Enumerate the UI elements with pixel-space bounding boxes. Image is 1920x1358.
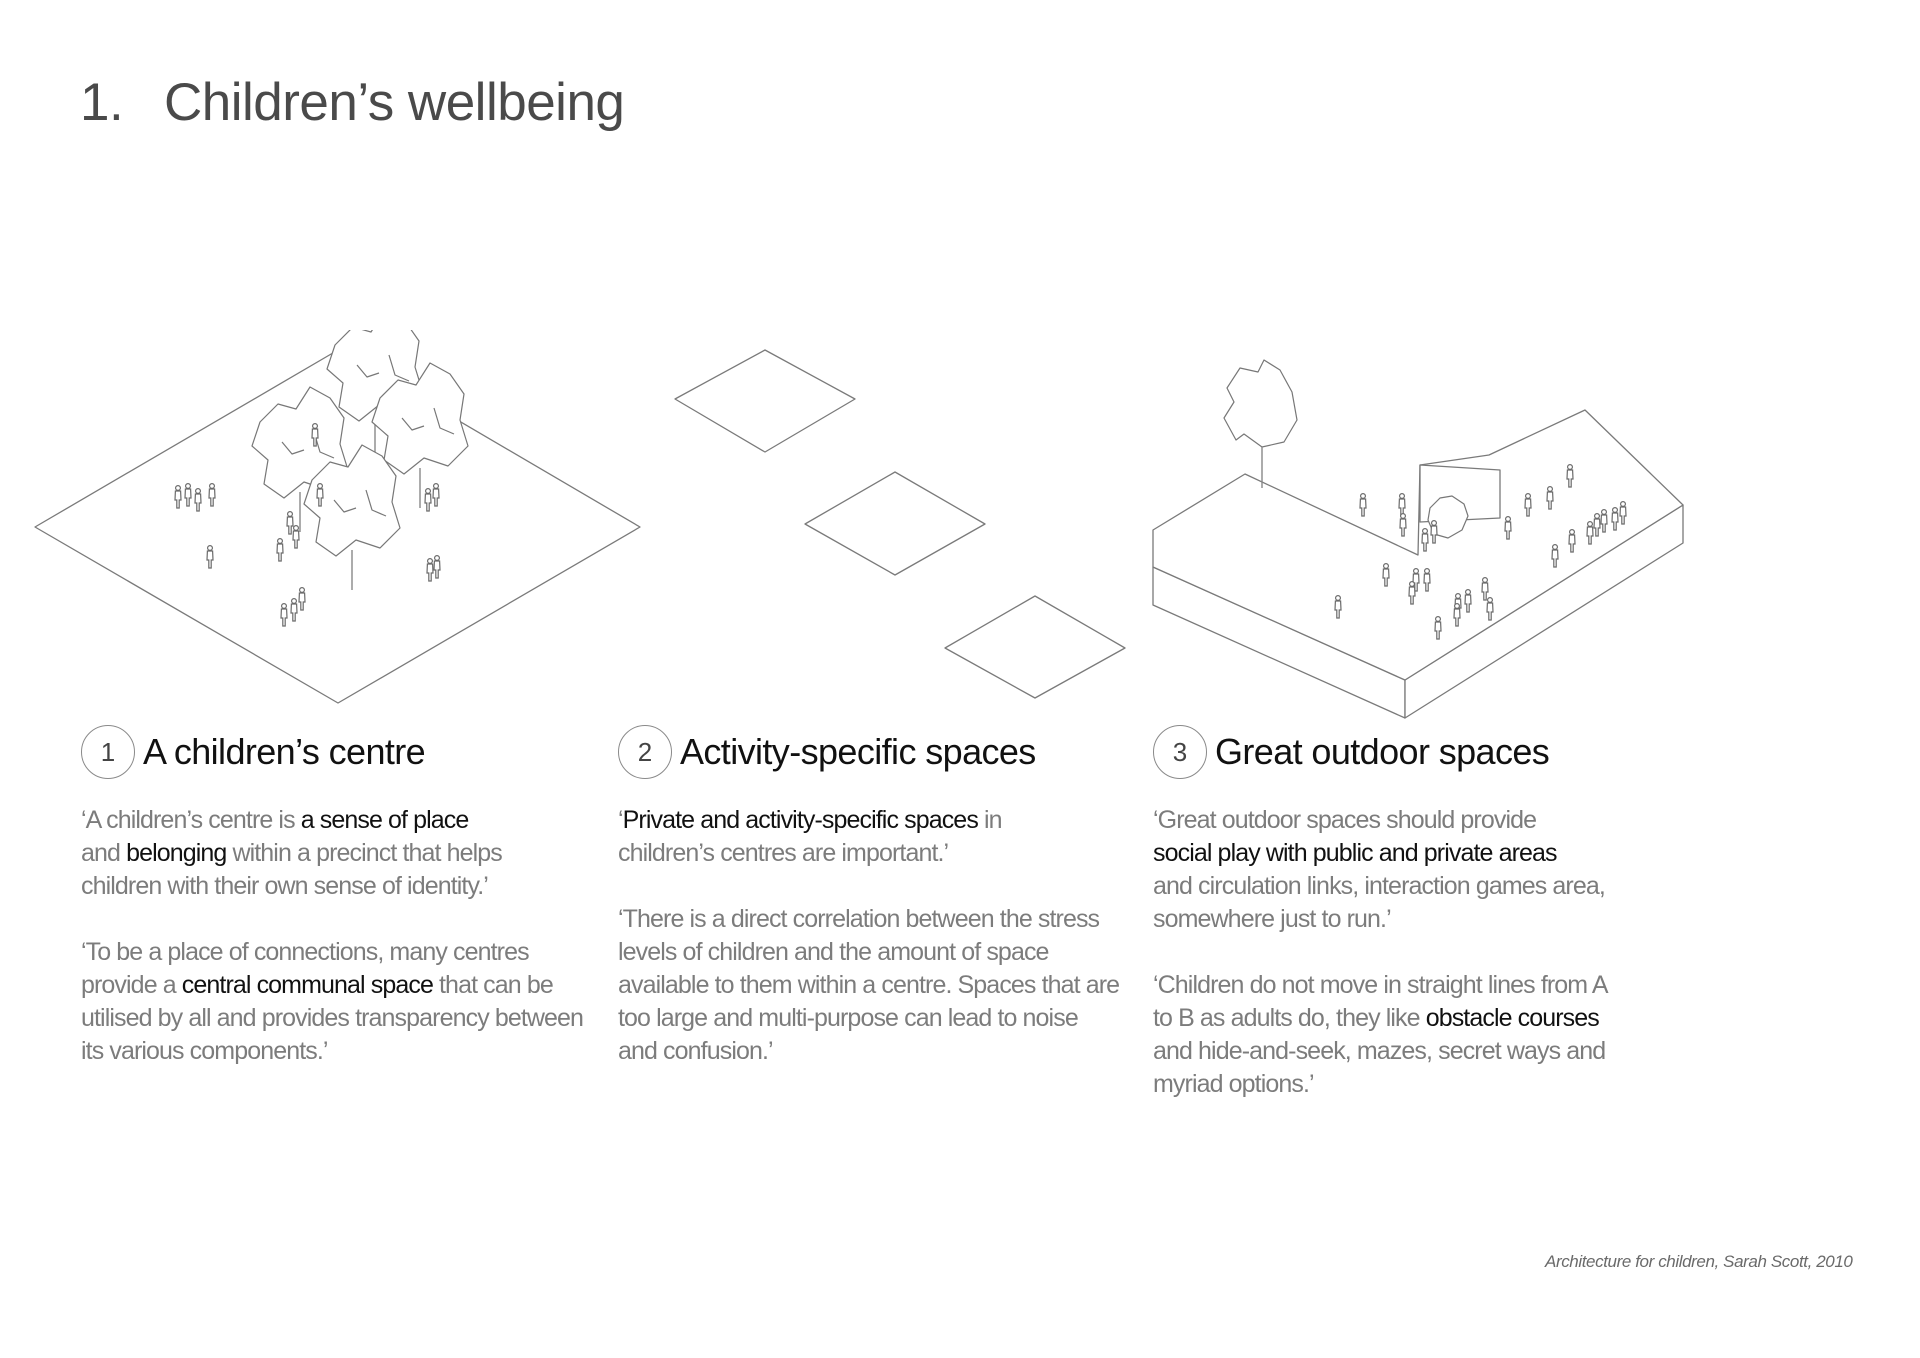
source-citation: Architecture for children, Sarah Scott, 2010 <box>1545 1252 1853 1271</box>
quote-text: and <box>81 839 127 867</box>
quote-text: ‘There is a direct correlation between the stress <box>618 905 1100 933</box>
quote-paragraph <box>1153 804 1713 936</box>
quote-text: ‘To be a place of connections, many centres <box>81 938 529 966</box>
section-activity-spaces <box>618 723 1138 1101</box>
quote-text: in <box>977 806 1002 834</box>
section-childrens-centre <box>81 723 601 1101</box>
quote-text: somewhere just to run.’ <box>1153 905 1391 933</box>
quote-text: and hide-and-seek, mazes, secret ways and <box>1153 1037 1606 1065</box>
quote-text: and confusion.’ <box>618 1037 773 1065</box>
illustration-outdoor-spaces <box>1153 360 1683 718</box>
illustration-childrens-centre <box>35 330 640 703</box>
section-outdoor-spaces <box>1153 723 1713 1134</box>
section-title: Great outdoor spaces <box>1215 731 1550 772</box>
quote-highlight: a sense of place <box>300 806 469 834</box>
quote-text: its various components.’ <box>81 1037 328 1065</box>
quote-text: ‘Great outdoor spaces should provide <box>1153 806 1537 834</box>
quote-text: utilised by all and provides transparency between <box>81 1004 584 1032</box>
quote-text: to B as adults do, they like <box>1153 1004 1426 1032</box>
quote-highlight: Private and activity-specific spaces <box>622 806 978 834</box>
quote-text: levels of children and the amount of space <box>618 938 1049 966</box>
page-title-text: Children’s wellbeing <box>164 73 625 132</box>
quote-text: available to them within a centre. Spaces that are <box>618 971 1120 999</box>
quote-paragraph <box>81 804 601 903</box>
section-body <box>618 804 1138 1068</box>
quote-text: provide a <box>81 971 182 999</box>
illustration-activity-spaces <box>675 350 1125 698</box>
quote-text: too large and multi-purpose can lead to noise <box>618 1004 1078 1032</box>
quote-highlight: social play with public and private areas <box>1153 839 1557 867</box>
section-number-badge: 1 <box>81 725 135 779</box>
section-title: Activity-specific spaces <box>680 731 1036 772</box>
section-heading <box>618 723 1138 781</box>
quote-paragraph <box>81 936 601 1068</box>
isometric-illustrations <box>0 330 1920 730</box>
section-title: A children’s centre <box>143 731 426 772</box>
quote-highlight: obstacle courses <box>1425 1004 1599 1032</box>
quote-paragraph <box>1153 969 1713 1101</box>
quote-paragraph <box>618 804 1138 870</box>
page-title <box>80 72 624 133</box>
quote-text: ‘Children do not move in straight lines from A <box>1153 971 1608 999</box>
quote-text: children’s centres are important.’ <box>618 839 949 867</box>
quote-text: within a precinct that helps <box>226 839 502 867</box>
quote-text: myriad options.’ <box>1153 1070 1314 1098</box>
section-heading <box>1153 723 1713 781</box>
section-heading <box>81 723 601 781</box>
quote-text: ‘A children’s centre is <box>81 806 301 834</box>
section-body <box>1153 804 1713 1101</box>
section-number-badge: 2 <box>618 725 672 779</box>
section-body <box>81 804 601 1068</box>
quote-highlight: central communal space <box>181 971 433 999</box>
quote-text: and circulation links, interaction games area, <box>1153 872 1605 900</box>
quote-text: that can be <box>432 971 553 999</box>
page-title-number: 1. <box>80 73 124 132</box>
quote-highlight: belonging <box>126 839 227 867</box>
quote-text: children with their own sense of identity.’ <box>81 872 488 900</box>
quote-paragraph <box>618 903 1138 1068</box>
section-number-badge: 3 <box>1153 725 1207 779</box>
quote-text: ‘ <box>618 806 623 834</box>
